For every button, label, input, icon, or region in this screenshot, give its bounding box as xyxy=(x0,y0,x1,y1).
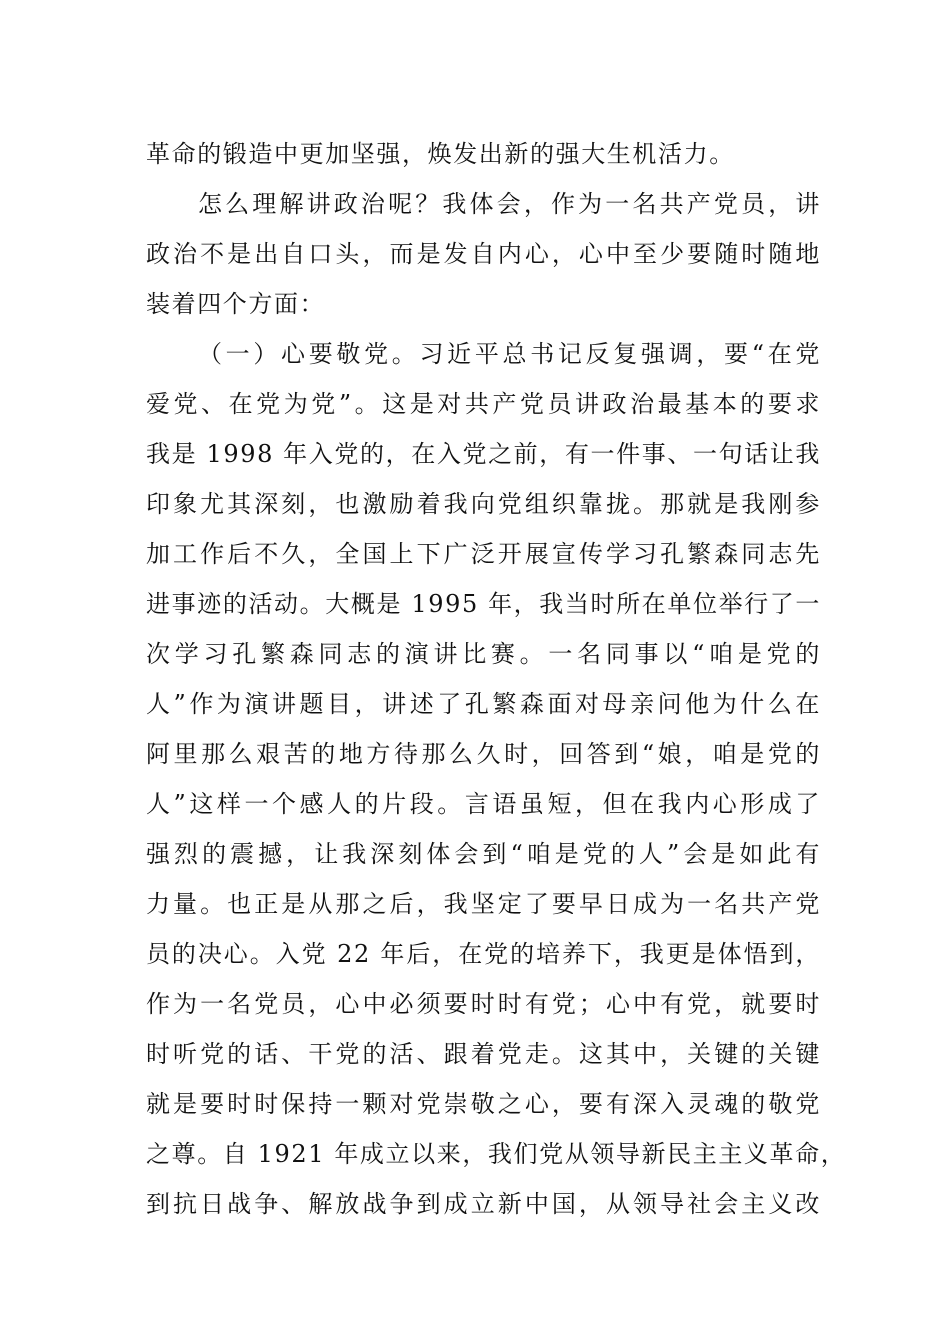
text-line-9: 加工作后不久，全国上下广泛开展宣传学习孔繁森同志先 xyxy=(146,540,821,568)
text-line-1: 革命的锻造中更加坚强，焕发出新的强大生机活力。 xyxy=(146,140,735,168)
text-line-18: 作为一名党员，心中必须要时时有党；心中有党，就要时 xyxy=(146,990,821,1018)
text-line-13: 阿里那么艰苦的地方待那么久时，回答到“娘，咱是党的 xyxy=(146,740,821,768)
text-line-16: 力量。也正是从那之后，我坚定了要早日成为一名共产党 xyxy=(146,890,821,918)
text-line-14: 人”这样一个感人的片段。言语虽短，但在我内心形成了 xyxy=(146,790,821,818)
text-line-2: 怎么理解讲政治呢？我体会，作为一名共产党员，讲 xyxy=(198,190,821,218)
text-line-20: 就是要时时保持一颗对党崇敬之心，要有深入灵魂的敬党 xyxy=(146,1090,821,1118)
text-line-11: 次学习孔繁森同志的演讲比赛。一名同事以“咱是党的 xyxy=(146,640,821,668)
text-line-17: 员的决心。入党 22 年后，在党的培养下，我更是体悟到， xyxy=(146,940,821,968)
text-line-7: 我是 1998 年入党的，在入党之前，有一件事、一句话让我 xyxy=(146,440,821,468)
text-line-21: 之尊。自 1921 年成立以来，我们党从领导新民主主义革命， xyxy=(146,1140,847,1168)
text-line-10: 进事迹的活动。大概是 1995 年，我当时所在单位举行了一 xyxy=(146,590,821,618)
text-line-5: （一）心要敬党。习近平总书记反复强调，要“在党 xyxy=(198,340,821,368)
text-line-22: 到抗日战争、解放战争到成立新中国，从领导社会主义改 xyxy=(146,1190,821,1218)
text-line-12: 人”作为演讲题目，讲述了孔繁森面对母亲问他为什么在 xyxy=(146,690,821,718)
text-line-8: 印象尤其深刻，也激励着我向党组织靠拢。那就是我刚参 xyxy=(146,490,821,518)
text-line-6: 爱党、在党为党”。这是对共产党员讲政治最基本的要求 xyxy=(146,390,821,418)
text-line-4: 装着四个方面： xyxy=(146,290,326,318)
text-line-3: 政治不是出自口头，而是发自内心，心中至少要随时随地 xyxy=(146,240,821,268)
text-line-15: 强烈的震撼，让我深刻体会到“咱是党的人”会是如此有 xyxy=(146,840,821,868)
text-line-19: 时听党的话、干党的活、跟着党走。这其中，关键的关键 xyxy=(146,1040,821,1068)
